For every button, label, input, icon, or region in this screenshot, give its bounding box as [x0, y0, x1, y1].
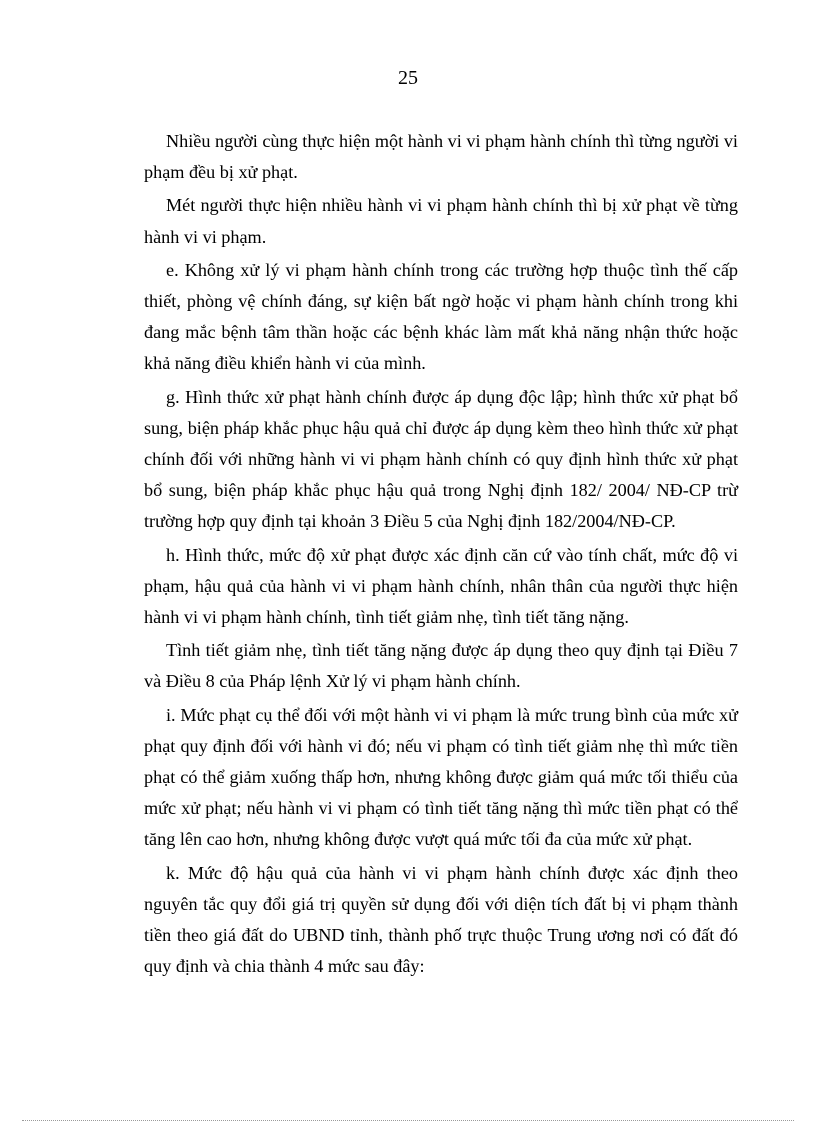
- paragraph-item-k: k. Mức độ hậu quả của hành vi vi phạm hành chính được xác định theo nguyên tắc quy đổi giá trị quyền sử dụng đối với diện tích đất bị vi phạm thành tiền theo giá đất do UBND tỉnh, thành phố trực thuộc Trung ương nơi có đất đó quy định và chia thành 4 mức sau đây:: [144, 862, 738, 977]
- paragraph-item-g: g. Hình thức xử phạt hành chính được áp dụng độc lập; hình thức xử phạt bổ sung, biện pháp khắc phục hậu quả chỉ được áp dụng kèm theo hình thức xử phạt chính đối với những hành vi vi phạm hành chính có quy định hình thức xử phạt bổ sung, biện pháp khắc phục hậu quả trong Nghị định 182/ 2004/ NĐ-CP trừ trường hợp quy định tại khoản 3 Điều 5 của Nghị định 182/2004/NĐ-CP.: [144, 386, 738, 532]
- paragraph-multiple-violations: Mét người thực hiện nhiều hành vi vi phạm hành chính thì bị xử phạt về từng hành vi vi phạm.: [144, 195, 738, 247]
- paragraph-multiple-violators: Nhiều người cùng thực hiện một hành vi vi phạm hành chính thì từng người vi phạm đều bị xử phạt.: [144, 131, 738, 183]
- page-number: 25: [398, 67, 418, 89]
- document-body: [144, 126, 738, 982]
- paragraph-aggravating-mitigating: Tình tiết giảm nhẹ, tình tiết tăng nặng được áp dụng theo quy định tại Điều 7 và Điều 8 của Pháp lệnh Xử lý vi phạm hành chính.: [144, 640, 738, 692]
- paragraph-item-e: e. Không xử lý vi phạm hành chính trong các trường hợp thuộc tình thế cấp thiết, phòng vệ chính đáng, sự kiện bất ngờ hoặc vi phạm hành chính trong khi đang mắc bệnh tâm thần hoặc các bệnh khác làm mất khả năng nhận thức hoặc khả năng điều khiển hành vi của mình.: [144, 259, 738, 374]
- paragraph-item-i: i. Mức phạt cụ thể đối với một hành vi vi phạm là mức trung bình của mức xử phạt quy định đối với hành vi đó; nếu vi phạm có tình tiết giảm nhẹ thì mức tiền phạt có thể giảm xuống thấp hơn, nhưng không được giảm quá mức tối thiểu của mức xử phạt; nếu hành vi vi phạm có tình tiết tăng nặng thì mức tiền phạt có thể tăng lên cao hơn, nhưng không được vượt quá mức tối đa của mức xử phạt.: [144, 704, 738, 850]
- paragraph-item-h: h. Hình thức, mức độ xử phạt được xác định căn cứ vào tính chất, mức độ vi phạm, hậu quả của hành vi vi phạm hành chính, nhân thân của người thực hiện hành vi vi phạm hành chính, tình tiết giảm nhẹ, tình tiết tăng nặng.: [144, 544, 738, 628]
- page-bottom-border: [22, 1120, 794, 1121]
